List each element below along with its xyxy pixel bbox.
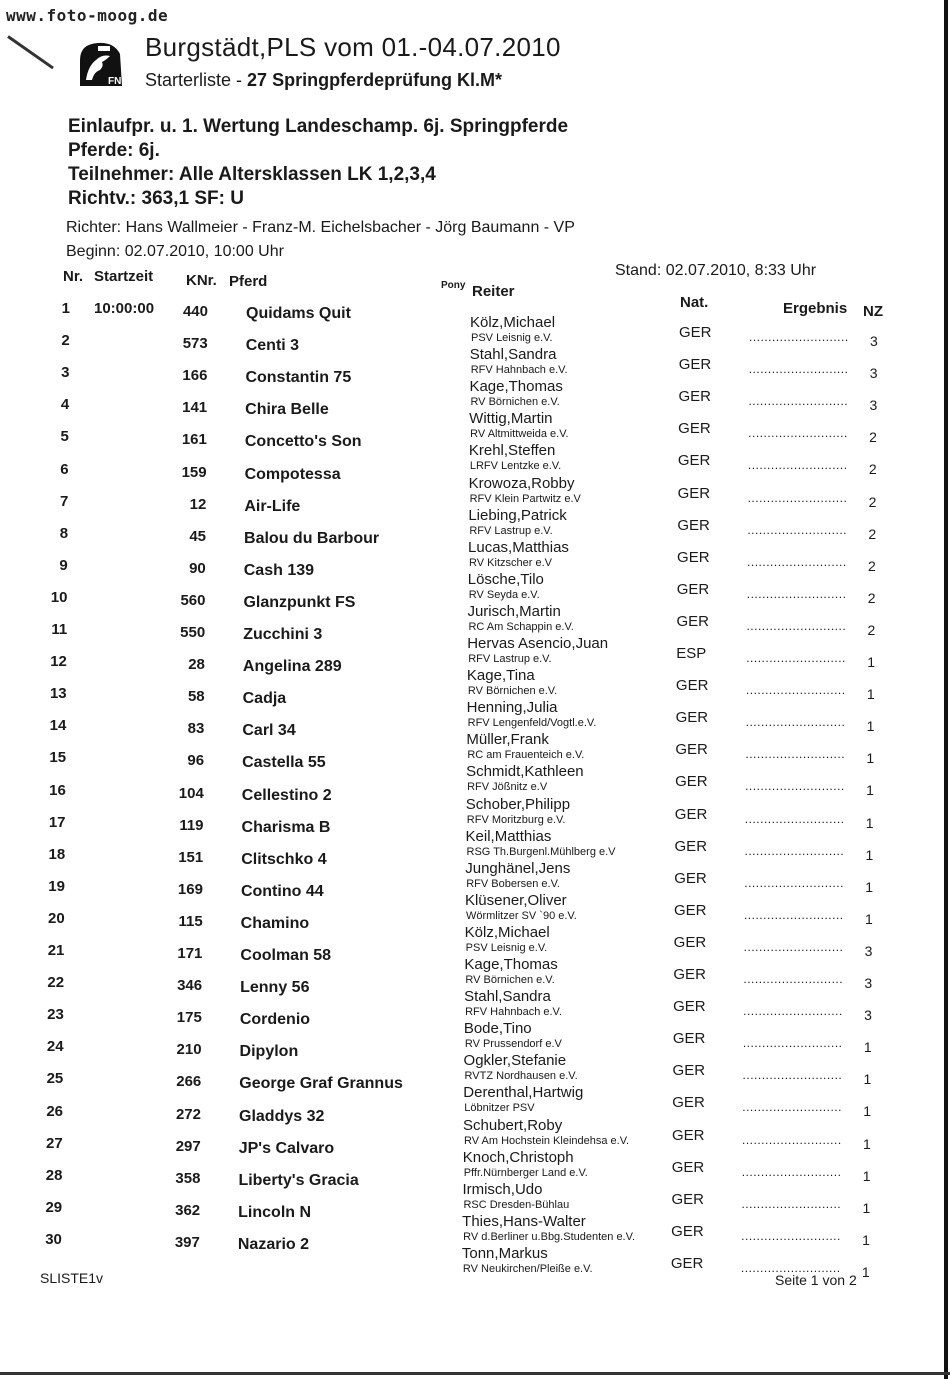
row-horse: Centi 3 — [245, 337, 300, 355]
watermark: www.foto-moog.de — [6, 6, 169, 25]
result-blank-line: .......................... — [744, 811, 845, 826]
row-rider: Kage,Thomas — [464, 956, 558, 973]
result-blank-line: .......................... — [747, 458, 848, 473]
row-nz: 1 — [867, 654, 875, 670]
row-club: RFV Lastrup e.V. — [469, 524, 553, 537]
row-nz: 1 — [866, 686, 875, 703]
result-blank-line: .......................... — [744, 843, 845, 858]
subtitle-line-2: Pferde: 6j. — [68, 140, 160, 161]
row-nat: GER — [675, 677, 709, 695]
row-nz: 1 — [863, 1135, 871, 1152]
row-rider: Schmidt,Kathleen — [466, 763, 584, 781]
row-horse: Constantin 75 — [245, 369, 352, 387]
row-horse: Clitschko 4 — [241, 850, 327, 868]
row-horse: Dipylon — [239, 1043, 299, 1061]
col-header-pferd: Pferd — [229, 273, 268, 290]
row-club: RFV Hahnbach e.V. — [465, 1006, 562, 1019]
footer-page-number: Seite 1 von 2 — [775, 1272, 857, 1288]
row-rider: Henning,Julia — [466, 699, 558, 717]
result-blank-line: .......................... — [743, 939, 844, 954]
row-nat: GER — [672, 1062, 706, 1080]
result-blank-line: .......................... — [740, 1260, 841, 1275]
row-nz: 1 — [865, 846, 874, 863]
row-nat: GER — [676, 612, 709, 630]
row-horse: Cadja — [242, 690, 287, 708]
row-nat: GER — [670, 1254, 704, 1272]
row-nat: GER — [675, 741, 708, 759]
row-rider: Klüsener,Oliver — [464, 891, 567, 909]
row-knr: 12 — [189, 495, 207, 513]
result-blank-line: .......................... — [742, 1132, 842, 1147]
row-nz: 1 — [861, 1263, 870, 1280]
row-club: RC Am Schappin e.V. — [468, 620, 574, 633]
row-knr: 166 — [182, 367, 208, 385]
col-header-ergebnis: Ergebnis — [783, 300, 848, 317]
row-nat: GER — [674, 869, 707, 887]
row-nat: GER — [678, 420, 711, 438]
row-nr: 3 — [61, 364, 70, 382]
starterliste-label: Starterliste - — [145, 70, 243, 90]
subtitle-line-1: Einlaufpr. u. 1. Wertung Landeschamp. 6j. Springpferde — [68, 116, 569, 137]
stand-timestamp: Stand: 02.07.2010, 8:33 Uhr — [615, 262, 817, 279]
subtitle-line-4: Richtv.: 363,1 SF: U — [68, 188, 244, 209]
row-nat: GER — [675, 773, 708, 791]
judges-line: Richter: Hans Wallmeier - Franz-M. Eichelsbacher - Jörg Baumann - VP — [66, 219, 575, 236]
row-nz: 2 — [869, 429, 877, 446]
row-nat: GER — [673, 998, 706, 1016]
result-blank-line: .......................... — [748, 394, 849, 409]
row-club: RVTZ Nordhausen e.V. — [464, 1070, 578, 1083]
row-nz: 2 — [867, 621, 876, 638]
row-nr: 13 — [49, 685, 67, 703]
row-nr: 30 — [45, 1230, 62, 1248]
row-knr: 573 — [182, 335, 208, 353]
row-rider: Stahl,Sandra — [469, 346, 557, 364]
row-nr: 12 — [50, 653, 67, 671]
row-nat: GER — [677, 516, 710, 534]
row-nr: 4 — [60, 396, 70, 414]
row-rider: Kage,Thomas — [469, 378, 563, 396]
row-horse: Cash 139 — [243, 561, 315, 579]
row-nz: 3 — [869, 397, 878, 414]
row-rider: Tonn,Markus — [461, 1244, 548, 1262]
row-club: RFV Bobersen e.V. — [466, 877, 560, 890]
row-knr: 297 — [175, 1137, 201, 1155]
logo-text: FN — [108, 76, 122, 87]
result-blank-line: .......................... — [748, 362, 849, 377]
row-club: PSV Leisnig e.V. — [471, 332, 553, 344]
result-blank-line: .......................... — [747, 554, 847, 569]
row-nz: 3 — [864, 942, 873, 959]
result-blank-line: .......................... — [745, 715, 846, 730]
row-horse: Angelina 289 — [242, 658, 342, 676]
row-rider: Kölz,Michael — [470, 314, 556, 331]
row-club: LRFV Lentzke e.V. — [469, 460, 562, 473]
row-nat: GER — [675, 709, 709, 727]
result-blank-line: .......................... — [742, 1068, 843, 1083]
row-nat: GER — [679, 324, 712, 341]
row-club: RV Seyda e.V. — [468, 588, 540, 601]
row-nr: 23 — [47, 1006, 64, 1024]
row-nat: GER — [676, 580, 710, 598]
row-nat: GER — [671, 1190, 704, 1208]
row-club: RFV Moritzburg e.V. — [466, 813, 566, 826]
row-knr: 58 — [187, 688, 205, 706]
result-blank-line: .......................... — [745, 683, 846, 698]
col-header-reiter: Reiter — [472, 283, 515, 300]
row-horse: Charisma B — [241, 818, 331, 836]
row-nat: GER — [672, 1126, 705, 1144]
row-nat: GER — [672, 1094, 705, 1112]
row-horse: Cordenio — [239, 1011, 311, 1029]
row-club: RV Kitzscher e.V — [469, 556, 552, 569]
row-horse: Cellestino 2 — [241, 786, 332, 804]
row-nat: GER — [678, 388, 711, 406]
row-nat: GER — [677, 548, 710, 566]
row-rider: Krowoza,Robby — [468, 474, 575, 492]
row-knr: 169 — [177, 880, 203, 898]
row-nat: GER — [677, 484, 711, 502]
row-club: RFV Hahnbach e.V. — [470, 364, 568, 377]
result-blank-line: .......................... — [745, 747, 846, 762]
row-rider: Lucas,Matthias — [468, 538, 569, 556]
row-club: RV Altmittweida e.V. — [470, 428, 569, 441]
row-nz: 1 — [866, 782, 874, 799]
row-horse: Carl 34 — [242, 722, 296, 740]
result-blank-line: .......................... — [746, 651, 846, 665]
row-nr: 7 — [59, 492, 69, 510]
row-club: Wörmlitzer SV `90 e.V. — [465, 909, 577, 922]
row-nat: GER — [671, 1222, 704, 1240]
row-rider: Wittig,Martin — [469, 410, 553, 428]
row-nz: 2 — [868, 557, 876, 574]
result-blank-line: .......................... — [741, 1196, 842, 1211]
row-rider: Junghänel,Jens — [465, 859, 571, 877]
row-nat: GER — [672, 1030, 706, 1048]
row-club: RV Börnichen e.V. — [467, 685, 558, 698]
col-header-pony: Pony — [441, 280, 466, 291]
row-horse: Compotessa — [244, 465, 341, 483]
row-horse: Contino 44 — [240, 882, 324, 900]
row-horse: Quidams Quit — [246, 305, 351, 322]
row-club: PSV Leisnig e.V. — [465, 941, 548, 954]
row-knr: 210 — [176, 1041, 202, 1059]
result-blank-line: .......................... — [743, 907, 844, 922]
row-nz: 1 — [866, 750, 875, 767]
row-nr: 16 — [49, 781, 66, 799]
row-nr: 25 — [46, 1070, 64, 1088]
row-knr: 550 — [180, 624, 206, 641]
row-nr: 20 — [47, 909, 65, 927]
row-nr: 26 — [46, 1102, 63, 1120]
row-rider: Liebing,Patrick — [468, 506, 567, 524]
row-horse: Coolman 58 — [240, 947, 332, 964]
row-rider: Thies,Hans-Walter — [462, 1212, 586, 1230]
col-header-knr: KNr. — [186, 272, 217, 289]
row-nz: 1 — [862, 1199, 871, 1216]
row-nz: 1 — [863, 1103, 872, 1120]
row-rider: Derenthal,Hartwig — [463, 1084, 584, 1102]
row-knr: 83 — [187, 720, 205, 738]
row-club: RV Neukirchen/Pleiße e.V. — [462, 1262, 593, 1275]
row-nr: 9 — [59, 556, 68, 574]
row-nz: 1 — [863, 1039, 872, 1056]
row-nr: 6 — [60, 460, 69, 478]
row-horse: Chira Belle — [245, 401, 329, 419]
row-nz: 1 — [865, 814, 874, 831]
result-blank-line: .......................... — [746, 618, 847, 633]
start-line: Beginn: 02.07.2010, 10:00 Uhr — [66, 243, 284, 260]
col-header-startzeit: Startzeit — [94, 268, 154, 285]
result-blank-line: .......................... — [742, 1100, 842, 1115]
row-nr: 22 — [47, 974, 65, 992]
row-knr: 161 — [181, 431, 207, 449]
row-nr: 11 — [51, 621, 68, 638]
row-nr: 10 — [50, 588, 68, 606]
row-rider: Irmisch,Udo — [462, 1180, 543, 1198]
row-nr: 29 — [45, 1198, 63, 1216]
row-knr: 362 — [175, 1201, 201, 1219]
row-horse: Glanzpunkt FS — [243, 593, 356, 611]
row-rider: Schober,Philipp — [465, 795, 571, 813]
row-rider: Bode,Tino — [463, 1020, 532, 1038]
row-horse: Castella 55 — [242, 754, 326, 772]
row-knr: 266 — [176, 1073, 202, 1091]
result-blank-line: .......................... — [741, 1228, 841, 1243]
col-header-nr: Nr. — [63, 268, 84, 285]
row-rider: Knoch,Christoph — [462, 1148, 574, 1166]
row-rider: Hervas Asencio,Juan — [467, 635, 609, 652]
row-nz: 1 — [863, 1071, 872, 1088]
row-knr: 175 — [176, 1009, 202, 1027]
row-nz: 1 — [864, 910, 873, 927]
row-club: RV Prussendorf e.V — [464, 1038, 562, 1051]
row-knr: 151 — [178, 848, 204, 866]
row-knr: 104 — [178, 784, 204, 802]
subtitle-line-3: Teilnehmer: Alle Altersklassen LK 1,2,3,4 — [68, 164, 436, 185]
competition-line — [145, 70, 502, 91]
row-nz: 3 — [864, 975, 873, 991]
row-horse: Chamino — [240, 914, 310, 932]
row-club: RV Börnichen e.V. — [470, 396, 560, 409]
row-nr: 8 — [59, 524, 69, 542]
row-rider: Ogkler,Stefanie — [463, 1052, 567, 1070]
page-title: Burgstädt,PLS vom 01.-04.07.2010 — [145, 32, 561, 62]
row-nat: GER — [678, 356, 712, 374]
row-club: RFV Lengenfeld/Vogtl.e.V. — [467, 717, 597, 730]
col-header-nat: Nat. — [680, 294, 709, 311]
result-blank-line: .......................... — [743, 1004, 843, 1019]
row-rider: Keil,Matthias — [465, 827, 552, 845]
row-nr: 19 — [48, 877, 65, 895]
row-knr: 90 — [189, 559, 206, 577]
row-nr: 24 — [46, 1038, 64, 1056]
result-blank-line: .......................... — [747, 490, 848, 505]
row-knr: 119 — [179, 816, 204, 834]
row-rider: Jurisch,Martin — [467, 602, 561, 620]
scan-edge-right — [944, 0, 948, 1379]
result-blank-line: .......................... — [742, 1036, 843, 1051]
row-nz: 1 — [862, 1167, 871, 1184]
row-knr: 397 — [174, 1233, 200, 1251]
result-blank-line: .......................... — [741, 1164, 842, 1179]
row-club: RV d.Berliner u.Bbg.Studenten e.V. — [463, 1230, 635, 1243]
row-nat: GER — [674, 805, 708, 823]
row-nz: 3 — [864, 1007, 872, 1024]
row-nz: 1 — [862, 1231, 870, 1248]
row-horse: Air-Life — [244, 497, 301, 515]
row-rider: Stahl,Sandra — [464, 988, 551, 1006]
row-rider: Müller,Frank — [466, 731, 549, 749]
row-club: RC am Frauenteich e.V. — [467, 749, 585, 762]
row-nz: 1 — [865, 878, 874, 895]
row-rider: Schubert,Roby — [463, 1116, 563, 1134]
row-nat: GER — [673, 901, 707, 919]
pen-stroke-mark — [7, 35, 54, 69]
row-nz: 2 — [868, 461, 877, 478]
result-blank-line: .......................... — [745, 779, 845, 794]
row-rider: Lösche,Tilo — [467, 570, 544, 588]
row-nat: GER — [674, 837, 708, 855]
row-nz: 3 — [870, 333, 878, 349]
result-blank-line: .......................... — [746, 586, 847, 601]
row-startzeit: 10:00:00 — [94, 300, 155, 317]
row-nr: 2 — [61, 332, 70, 350]
row-knr: 115 — [178, 912, 203, 930]
row-nz: 1 — [866, 718, 875, 735]
row-knr: 159 — [181, 463, 207, 481]
result-blank-line: .......................... — [748, 426, 848, 441]
row-horse: Nazario 2 — [237, 1235, 310, 1253]
row-knr: 346 — [177, 977, 203, 995]
row-nr: 15 — [49, 749, 67, 767]
row-nat: GER — [673, 933, 707, 951]
row-club: RV Börnichen e.V. — [465, 974, 555, 986]
result-blank-line: .......................... — [744, 875, 844, 890]
row-horse: Lenny 56 — [240, 979, 310, 997]
row-knr: 45 — [189, 527, 207, 545]
row-nat: GER — [673, 966, 706, 983]
row-nr: 17 — [48, 813, 66, 831]
row-knr: 28 — [188, 656, 205, 674]
row-club: RFV Klein Partwitz e.V — [469, 492, 581, 505]
result-blank-line: .......................... — [747, 522, 847, 537]
footer-form-id: SLISTE1v — [40, 1270, 104, 1286]
row-knr: 96 — [187, 752, 205, 770]
row-club: RV Am Hochstein Kleindehsa e.V. — [464, 1134, 630, 1147]
competition-name: 27 Springpferdeprüfung Kl.M* — [247, 70, 503, 90]
row-nat: GER — [671, 1158, 705, 1176]
row-club: RSG Th.Burgenl.Mühlberg e.V — [466, 845, 616, 858]
row-nr: 28 — [45, 1166, 63, 1184]
row-nr: 27 — [46, 1134, 63, 1152]
row-nz: 2 — [867, 589, 876, 606]
row-horse: Zucchini 3 — [243, 626, 323, 643]
row-horse: JP's Calvaro — [238, 1139, 335, 1157]
row-nr: 1 — [61, 300, 70, 317]
row-rider: Kölz,Michael — [464, 923, 550, 941]
scan-edge-bottom — [0, 1372, 950, 1375]
row-club: RFV Lastrup e.V. — [468, 653, 552, 665]
row-rider: Krehl,Steffen — [468, 442, 556, 460]
row-club: RSC Dresden-Bühlau — [463, 1198, 570, 1211]
result-blank-line: .......................... — [743, 972, 844, 986]
row-knr: 560 — [180, 591, 206, 609]
row-horse: Lincoln N — [238, 1203, 312, 1221]
result-blank-line: .......................... — [749, 330, 849, 344]
row-knr: 272 — [175, 1105, 201, 1123]
row-club: RFV Jößnitz e.V — [467, 781, 548, 794]
row-club: Löbnitzer PSV — [464, 1102, 535, 1115]
row-horse: Gladdys 32 — [239, 1107, 325, 1125]
row-rider: Kage,Tina — [466, 667, 535, 685]
row-horse: George Graf Grannus — [239, 1075, 403, 1093]
row-nr: 14 — [49, 717, 67, 735]
row-knr: 358 — [175, 1169, 201, 1187]
row-nr: 5 — [60, 428, 69, 446]
row-knr: 171 — [177, 945, 203, 962]
row-nat: GER — [677, 452, 711, 470]
row-nr: 18 — [48, 845, 66, 863]
row-club: Pffr.Nürnberger Land e.V. — [463, 1166, 588, 1179]
row-knr: 440 — [182, 303, 208, 320]
row-nz: 2 — [868, 525, 877, 542]
row-nz: 3 — [869, 365, 878, 382]
row-nr: 21 — [47, 942, 65, 959]
row-horse: Balou du Barbour — [244, 529, 380, 547]
row-nat: ESP — [676, 645, 707, 662]
row-knr: 141 — [182, 399, 208, 417]
horse-head-fn-logo-icon — [76, 40, 126, 88]
row-horse: Concetto's Son — [244, 433, 362, 451]
col-header-nz: NZ — [863, 303, 883, 320]
row-horse: Liberty's Gracia — [238, 1171, 359, 1189]
row-nz: 2 — [868, 493, 877, 510]
